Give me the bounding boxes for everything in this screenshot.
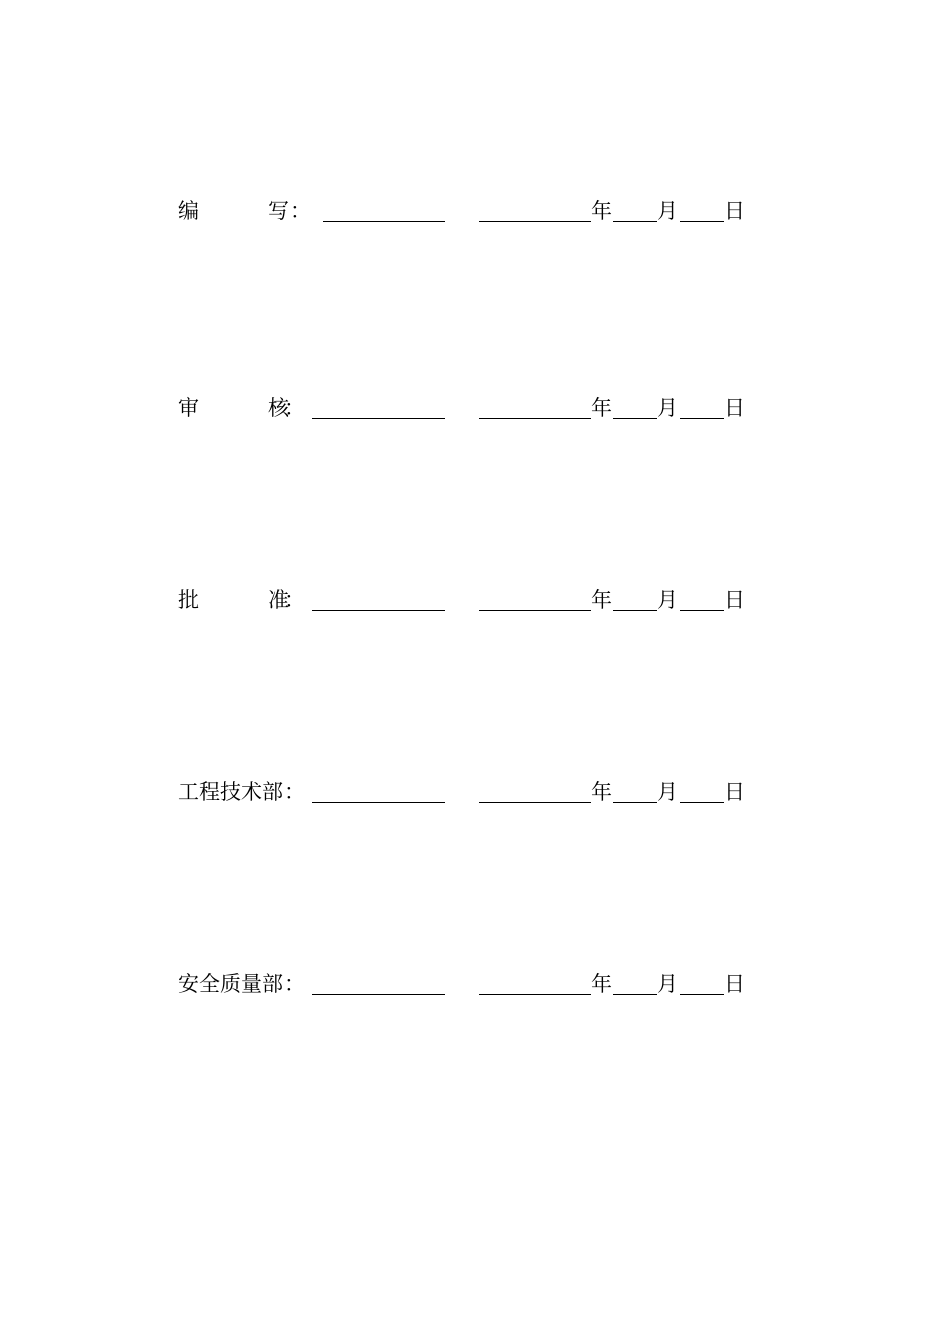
row-label: 安全质量部 — [178, 972, 283, 996]
month-label: 月 — [657, 972, 678, 996]
signature-blank[interactable] — [312, 802, 445, 803]
row-label-char-1: 审 — [178, 396, 199, 420]
signature-blank[interactable] — [312, 418, 445, 419]
year-label: 年 — [591, 780, 612, 804]
signature-blank[interactable] — [312, 610, 445, 611]
signature-row-author — [178, 196, 758, 228]
row-label: 工程技术部 — [178, 780, 283, 804]
signature-row-approver — [178, 585, 758, 617]
date-blank[interactable] — [479, 418, 591, 419]
day-blank[interactable] — [680, 610, 724, 611]
year-label: 年 — [591, 396, 612, 420]
month-blank[interactable] — [613, 221, 657, 222]
year-label: 年 — [591, 199, 612, 223]
row-colon: ： — [290, 199, 311, 223]
day-label: 日 — [724, 972, 745, 996]
day-label: 日 — [724, 780, 745, 804]
date-blank[interactable] — [479, 994, 591, 995]
signature-row-engineering-dept — [178, 777, 758, 809]
day-blank[interactable] — [680, 418, 724, 419]
day-blank[interactable] — [680, 221, 724, 222]
day-label: 日 — [724, 199, 745, 223]
day-label: 日 — [724, 588, 745, 612]
day-label: 日 — [724, 396, 745, 420]
month-blank[interactable] — [613, 994, 657, 995]
year-label: 年 — [591, 588, 612, 612]
signature-blank[interactable] — [312, 994, 445, 995]
row-colon: ： — [284, 396, 305, 420]
month-label: 月 — [657, 780, 678, 804]
row-label-char-2: 核 — [268, 396, 289, 420]
row-label-char-1: 编 — [178, 199, 199, 223]
date-blank[interactable] — [479, 221, 591, 222]
date-blank[interactable] — [479, 802, 591, 803]
year-label: 年 — [591, 972, 612, 996]
month-blank[interactable] — [613, 418, 657, 419]
date-blank[interactable] — [479, 610, 591, 611]
month-label: 月 — [657, 199, 678, 223]
signature-blank[interactable] — [323, 221, 445, 222]
row-colon: ： — [284, 588, 305, 612]
row-label-char-1: 批 — [178, 588, 199, 612]
month-blank[interactable] — [613, 802, 657, 803]
row-colon: ： — [284, 780, 305, 804]
month-label: 月 — [657, 396, 678, 420]
row-label-char-2: 准 — [268, 588, 289, 612]
signature-row-reviewer — [178, 393, 758, 425]
month-blank[interactable] — [613, 610, 657, 611]
row-colon: ： — [284, 972, 305, 996]
day-blank[interactable] — [680, 994, 724, 995]
signature-row-safety-quality-dept — [178, 969, 758, 1001]
day-blank[interactable] — [680, 802, 724, 803]
row-label-char-2: 写 — [268, 199, 289, 223]
month-label: 月 — [657, 588, 678, 612]
